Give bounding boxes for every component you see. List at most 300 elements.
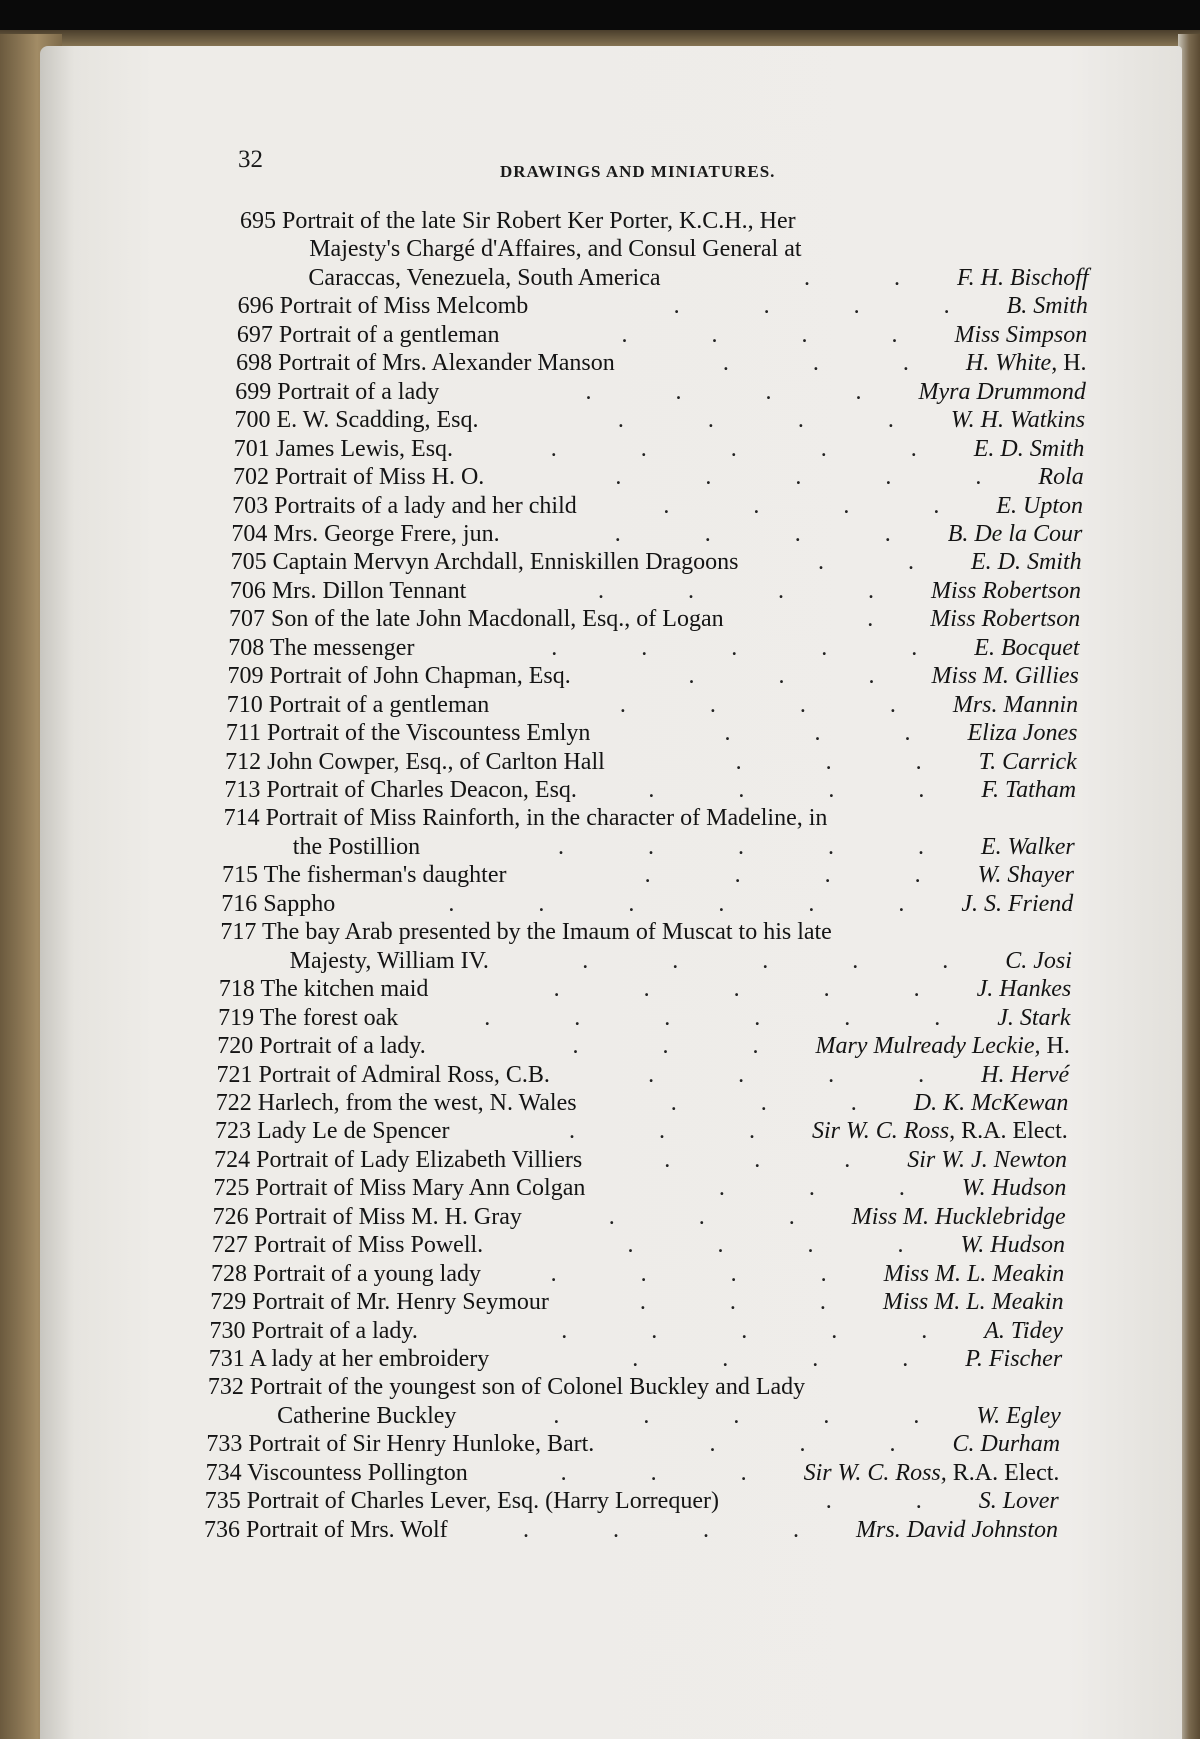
entry-title: Majesty, William IV. [289, 947, 489, 974]
leader-dot: . [709, 1431, 716, 1458]
entry-line [221, 889, 335, 919]
artist-name: E. Walker [980, 833, 1075, 860]
leader-dot: . [734, 862, 741, 889]
leader-dot: . [867, 577, 874, 604]
leader-dot: . [675, 378, 682, 405]
entry-title: Portrait of Mrs. Wolf [246, 1516, 448, 1543]
artist-suffix: H. [1057, 350, 1087, 377]
entry-line [308, 263, 660, 293]
leader-dot: . [844, 1004, 851, 1031]
entry-artist [804, 1458, 1060, 1488]
leader-dot: . [754, 1146, 761, 1173]
entry-title: A lady at her embroidery [249, 1346, 490, 1372]
leader-dot: . [797, 407, 804, 434]
leader-dot: . [898, 1175, 905, 1202]
leader-dot: . [703, 1516, 710, 1543]
entry-artist [884, 1259, 1065, 1289]
leader-dot: . [643, 976, 650, 1003]
leader-dot: . [753, 492, 760, 519]
artist-name: H. Hervé [981, 1061, 1070, 1088]
entry-number: 731 [208, 1346, 245, 1372]
leader-dot: . [704, 520, 711, 547]
artist-name: A. Tidey [984, 1317, 1063, 1344]
leader-dot: . [844, 1146, 851, 1173]
entry-artist [977, 974, 1072, 1004]
artist-name: H. White, [965, 350, 1058, 377]
entry-line [235, 377, 439, 407]
entry-artist [931, 576, 1081, 606]
leader-dot: . [828, 1061, 835, 1088]
leader-dot: . [852, 947, 859, 974]
entry-line [208, 1372, 805, 1402]
entry-line [290, 946, 489, 976]
entry-line [204, 1515, 448, 1545]
leader-dot: . [632, 1346, 639, 1372]
entry-title: Portrait of the Viscountess Emlyn [267, 720, 591, 747]
artist-name: D. K. McKewan [913, 1089, 1069, 1116]
leader-dot: . [820, 435, 827, 462]
artist-name: Eliza Jones [967, 720, 1078, 747]
artist-name: Miss M. Gillies [931, 663, 1079, 690]
entry-number: 700 [234, 407, 271, 434]
entry-title: Portrait of Admiral Ross, C.B. [258, 1061, 550, 1088]
leader-dot: . [561, 1317, 568, 1344]
leader-dot: . [914, 862, 921, 889]
entry-artist [974, 633, 1079, 663]
leader-dot: . [777, 577, 784, 604]
entry-artist [1007, 291, 1088, 321]
artist-name: W. H. Watkins [950, 407, 1086, 434]
entry-number: 736 [204, 1516, 240, 1543]
leader-dot: . [731, 634, 738, 661]
entry-number: 722 [215, 1089, 252, 1116]
entry-line [232, 491, 577, 521]
entry-title: James Lewis, Esq. [275, 435, 454, 462]
entry-title: Portrait of a lady [277, 378, 440, 405]
artist-name: Miss Robertson [930, 606, 1081, 633]
leader-dot: . [911, 634, 918, 661]
entry-artist [1038, 462, 1083, 492]
entry-title: John Cowper, Esq., of Carlton Hall [267, 748, 605, 775]
leader-dot: . [718, 1175, 725, 1202]
leader-dot: . [613, 1516, 620, 1543]
entry-artist [978, 860, 1074, 890]
entry-number: 728 [211, 1260, 248, 1287]
entry-number: 723 [214, 1118, 251, 1145]
entry-number: 718 [218, 976, 255, 1003]
entry-artist [984, 1316, 1063, 1346]
leader-dot: . [934, 1004, 941, 1031]
leader-dot: . [658, 1118, 665, 1145]
entry-artist [961, 889, 1073, 919]
leader-dot: . [943, 293, 950, 320]
entry-line [231, 547, 739, 577]
leader-dot: . [615, 464, 622, 491]
entry-title: Portrait of a young lady [253, 1260, 481, 1287]
entry-number: 705 [230, 549, 267, 576]
leader-dot: . [550, 435, 557, 462]
entry-title: Portrait of Miss Melcomb [279, 293, 529, 320]
leader-dot: . [831, 1317, 838, 1344]
leader-dot: . [812, 350, 819, 377]
leader-dot: . [722, 1346, 729, 1372]
entry-number: 714 [223, 805, 260, 832]
artist-name: J. S. Friend [961, 890, 1074, 917]
artist-name: Mary Mulready Leckie, [815, 1033, 1041, 1060]
leader-dot: . [933, 492, 940, 519]
leader-dot: . [733, 976, 740, 1003]
leader-dot: . [553, 976, 560, 1003]
entry-artist [907, 1145, 1067, 1175]
entry-title: Portrait of a lady. [259, 1033, 426, 1060]
artist-name: T. Carrick [978, 748, 1077, 775]
leader-dot: . [915, 748, 922, 775]
entry-line [225, 747, 605, 777]
leader-dot: . [617, 407, 624, 434]
entry-artist [996, 491, 1083, 521]
entry-artist [914, 1088, 1069, 1118]
entry-number: 698 [236, 350, 273, 377]
entry-title: The messenger [269, 634, 415, 661]
leader-dot: . [738, 777, 745, 803]
leader-dot: . [560, 1459, 567, 1486]
entry-title: Portrait of the late Sir Robert Ker Porter, K.C.H., Her [282, 208, 796, 234]
entry-title: Viscountess Pollington [247, 1459, 468, 1486]
artist-name: Miss Simpson [954, 321, 1088, 348]
artist-name: W. Hudson [961, 1175, 1067, 1202]
entry-artist [976, 1401, 1060, 1431]
leader-dot: . [817, 549, 824, 576]
leader-dot: . [799, 691, 806, 718]
leader-dot: . [918, 1061, 925, 1088]
leader-dot: . [814, 720, 821, 747]
entry-artist [948, 519, 1083, 549]
leader-dot: . [672, 947, 679, 974]
leader-dot: . [648, 1061, 655, 1088]
leader-dot: . [887, 407, 894, 434]
leader-dot: . [741, 1317, 748, 1344]
leader-dot: . [975, 464, 982, 491]
leader-dot: . [640, 435, 647, 462]
entry-title: Portrait of a gentleman [278, 321, 500, 348]
entry-line [228, 633, 414, 663]
entry-number: 702 [232, 464, 269, 491]
leader-dot: . [551, 634, 558, 661]
artist-name: S. Lover [978, 1488, 1059, 1515]
entry-line [224, 803, 828, 833]
leader-dot: . [902, 350, 909, 377]
entry-number: 695 [240, 208, 276, 234]
leader-dot: . [644, 862, 651, 889]
entry-title: Portrait of Miss H. O. [274, 464, 485, 491]
leader-dot: . [729, 1289, 736, 1316]
leader-dot: . [621, 321, 628, 348]
leader-dot: . [884, 520, 891, 547]
artist-name: Miss Robertson [930, 577, 1081, 604]
entry-number: 726 [212, 1203, 249, 1230]
entry-artist [997, 1003, 1070, 1033]
leader-dot: . [889, 691, 896, 718]
entry-line [215, 1116, 450, 1146]
entry-number: 717 [220, 919, 257, 946]
leader-dot: . [921, 1317, 928, 1344]
leader-dot: . [523, 1516, 530, 1543]
leader-dot: . [942, 947, 949, 974]
entry-artist [957, 263, 1089, 293]
leader-dot: . [574, 1004, 581, 1031]
entry-line [214, 1145, 582, 1175]
entry-artist [953, 690, 1078, 720]
leader-dot: . [641, 634, 648, 661]
entry-line [277, 1401, 456, 1431]
entry-line [237, 320, 500, 350]
entry-artist [981, 775, 1076, 805]
leader-dot: . [717, 1232, 724, 1259]
entry-title: Portraits of a lady and her child [274, 492, 577, 519]
leader-dot: . [801, 321, 808, 348]
entry-line [227, 690, 490, 720]
entry-number: 709 [227, 663, 264, 690]
entry-line [227, 661, 570, 691]
leader-dot: . [663, 492, 670, 519]
entry-title: Portrait of Miss Mary Ann Colgan [255, 1175, 586, 1202]
leader-dot: . [763, 293, 770, 320]
leader-dot: . [614, 520, 621, 547]
artist-name: W. Shayer [977, 862, 1074, 889]
entry-line [219, 974, 429, 1004]
entry-artist [930, 604, 1080, 634]
entry-artist [815, 1031, 1069, 1061]
entry-line [213, 1202, 522, 1232]
leader-dot: . [794, 520, 801, 547]
entry-line [212, 1230, 483, 1260]
artist-name: C. Josi [1005, 947, 1072, 974]
leader-dot: . [639, 1289, 646, 1316]
leader-dot: . [705, 464, 712, 491]
entry-number: 730 [209, 1317, 246, 1344]
entry-number: 729 [210, 1289, 247, 1316]
entry-title: The forest oak [259, 1004, 399, 1031]
entry-line [309, 234, 801, 264]
leader-dot: . [823, 976, 830, 1003]
entry-line [226, 718, 591, 748]
leader-dot: . [808, 890, 815, 917]
entry-line [293, 832, 420, 862]
entry-title: Sappho [263, 890, 336, 917]
leader-dot: . [891, 321, 898, 348]
entry-title: The bay Arab presented by the Imaum of Muscat to his late [262, 919, 832, 946]
artist-name: F. H. Bischoff [957, 264, 1089, 291]
artist-name: Sir W. C. Ross, [811, 1118, 956, 1145]
leader-dot: . [825, 1488, 832, 1515]
entry-artist [965, 1344, 1062, 1374]
artist-suffix: R.A. Elect. [955, 1118, 1068, 1145]
artist-name: Rola [1038, 464, 1084, 491]
entry-line [211, 1259, 481, 1289]
leader-dot: . [765, 378, 772, 405]
entry-number: 733 [206, 1431, 243, 1458]
leader-dot: . [568, 1118, 575, 1145]
entry-line [238, 291, 529, 321]
artist-name: E. Upton [996, 492, 1084, 519]
leader-dot: . [850, 1089, 857, 1116]
entry-title: Mrs. George Frere, jun. [273, 520, 500, 547]
entry-line [224, 775, 577, 805]
entry-number: 734 [205, 1459, 242, 1486]
entry-line [213, 1173, 585, 1203]
leader-dot: . [730, 435, 737, 462]
leader-dot: . [807, 1232, 814, 1259]
entry-artist [974, 434, 1085, 464]
entry-artist [962, 1173, 1066, 1203]
entry-title: Portrait of Charles Deacon, Esq. [266, 777, 577, 803]
entry-number: 697 [236, 321, 273, 348]
entry-title: Portrait of Miss Rainforth, in the character of Madeline, in [265, 805, 828, 832]
entry-number: 706 [229, 577, 266, 604]
leader-dot: . [585, 378, 592, 405]
leader-dot: . [550, 1260, 557, 1287]
entry-title: Mrs. Dillon Tennant [271, 577, 467, 604]
leader-dot: . [910, 435, 917, 462]
leader-dot: . [778, 663, 785, 690]
entry-artist [852, 1202, 1066, 1232]
entry-title: Son of the late John Macdonall, Esq., of Logan [271, 606, 724, 633]
entry-artist [951, 405, 1085, 435]
artist-name: C. Durham [952, 1431, 1061, 1458]
leader-dot: . [688, 663, 695, 690]
leader-dot: . [843, 492, 850, 519]
artist-name: Mrs. David Johnston [856, 1516, 1058, 1543]
leader-dot: . [735, 748, 742, 775]
leader-dot: . [762, 947, 769, 974]
leader-dot: . [718, 890, 725, 917]
artist-name: Mrs. Mannin [952, 691, 1079, 718]
leader-dot: . [627, 1232, 634, 1259]
entry-line [229, 604, 724, 634]
entry-title: Harlech, from the west, N. Wales [257, 1089, 577, 1116]
leader-dot: . [894, 264, 901, 291]
artist-name: Sir W. C. Ross, [803, 1459, 947, 1486]
entry-number: 708 [228, 634, 265, 661]
leader-dot: . [733, 1402, 740, 1429]
entry-number: 727 [211, 1232, 248, 1259]
leader-dot: . [819, 1289, 826, 1316]
leader-dot: . [855, 378, 862, 405]
entry-title: Portrait of Mr. Henry Seymour [252, 1289, 549, 1316]
leader-dot: . [889, 1431, 896, 1458]
artist-name: B. Smith [1006, 293, 1088, 320]
leader-dot: . [582, 947, 589, 974]
leader-dot: . [907, 549, 914, 576]
leader-dot: . [628, 890, 635, 917]
entry-artist [961, 1230, 1065, 1260]
leader-dot: . [898, 890, 905, 917]
artist-name: J. Stark [997, 1004, 1071, 1031]
entry-title: Portrait of Lady Elizabeth Villiers [256, 1146, 583, 1173]
entry-artist [955, 320, 1088, 350]
leader-dot: . [799, 1431, 806, 1458]
leader-dot: . [643, 1402, 650, 1429]
entry-artist [979, 747, 1077, 777]
leader-dot: . [868, 663, 875, 690]
leader-dot: . [711, 321, 718, 348]
leader-dot: . [825, 748, 832, 775]
entry-line [230, 576, 467, 606]
leader-dot: . [902, 1346, 909, 1372]
leader-dot: . [538, 890, 545, 917]
entry-artist [971, 547, 1082, 577]
entry-number: 719 [218, 1004, 255, 1031]
entry-number: 715 [222, 862, 258, 889]
leader-dot: . [788, 1203, 795, 1230]
leader-dot: . [640, 1260, 647, 1287]
entry-number: 710 [226, 691, 263, 718]
artist-name: Myra Drummond [918, 378, 1086, 405]
leader-dot: . [557, 833, 564, 860]
leader-dot: . [752, 1033, 759, 1060]
leader-dot: . [885, 464, 892, 491]
leader-dot: . [707, 407, 714, 434]
leader-dot: . [484, 1004, 491, 1031]
entry-line [231, 519, 499, 549]
artist-suffix: H. [1040, 1033, 1070, 1060]
leader-dot: . [821, 634, 828, 661]
leader-dot: . [647, 833, 654, 860]
artist-suffix: R.A. Elect. [946, 1459, 1060, 1486]
entry-line [206, 1458, 468, 1488]
leader-dot: . [795, 464, 802, 491]
entry-number: 725 [213, 1175, 250, 1202]
entry-title: Portrait of Mrs. Alexander Manson [278, 350, 615, 377]
artist-name: Sir W. J. Newton [907, 1146, 1068, 1173]
leader-dot: . [824, 862, 831, 889]
entry-artist [979, 1486, 1059, 1516]
leader-dot: . [918, 777, 925, 803]
leader-dot: . [673, 293, 680, 320]
entry-artist [856, 1515, 1058, 1545]
entry-line [217, 1031, 425, 1061]
entry-number: 713 [224, 777, 261, 803]
entry-line [220, 917, 831, 947]
leader-dot: . [754, 1004, 761, 1031]
entry-title: Lady Le de Spencer [256, 1118, 450, 1145]
entry-number: 724 [214, 1146, 251, 1173]
leader-dot: . [823, 1402, 830, 1429]
leader-dot: . [867, 606, 874, 633]
leader-dot: . [793, 1516, 800, 1543]
leader-dot: . [722, 350, 729, 377]
entry-artist [932, 661, 1079, 691]
entry-line [240, 206, 796, 236]
leader-dot: . [664, 1004, 671, 1031]
artist-name: Miss M. L. Meakin [882, 1289, 1064, 1316]
leader-dot: . [597, 577, 604, 604]
entry-number: 716 [221, 890, 258, 917]
leader-dot: . [915, 1488, 922, 1515]
artist-name: F. Tatham [981, 777, 1077, 803]
entry-artist [966, 348, 1087, 378]
entry-artist [883, 1287, 1064, 1317]
leader-dot: . [687, 577, 694, 604]
leader-dot: . [853, 293, 860, 320]
entry-number: 707 [229, 606, 266, 633]
leader-dot: . [553, 1402, 560, 1429]
leader-dot: . [897, 1232, 904, 1259]
entry-artist [981, 1060, 1069, 1090]
leader-dot: . [572, 1033, 579, 1060]
leader-dot: . [740, 1459, 747, 1486]
artist-name: E. D. Smith [970, 549, 1082, 576]
